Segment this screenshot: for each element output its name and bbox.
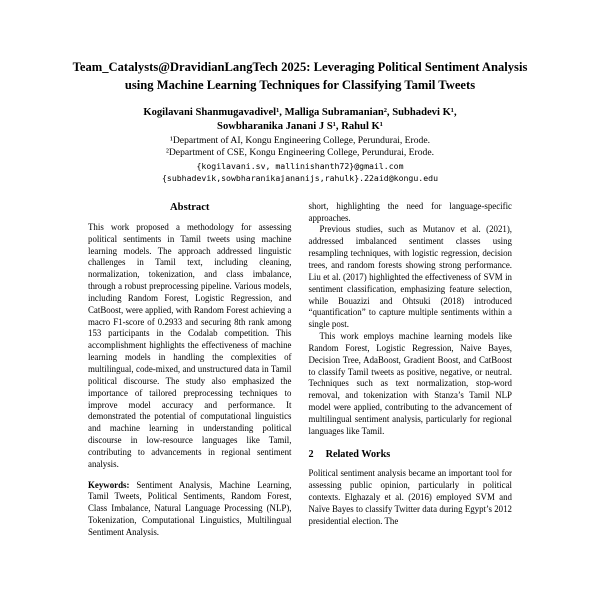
affiliation-2: ²Department of CSE, Kongu Engineering College, Perundurai, Erode. (166, 147, 434, 159)
two-column-body (0, 201, 600, 539)
abstract-heading: Abstract (170, 201, 210, 213)
right-column (309, 201, 513, 539)
paragraph-this-work: This work employs machine learning models like Random Forest, Logistic Regression, Naive Bayes, Decision Tree, AdaBoost, Gradient Boost, and CatBoost to classify Tamil tweets as positive, negative, or neutral. Techniques such as text normalization, stop-word removal, and tokenization with Stanza’s Tamil NLP model were applied, contributing to the advancement of multilingual sentiment analysis, particularly for regional languages like Tamil. (308, 331, 512, 436)
paragraph-related-works: Political sentiment analysis became an important tool for assessing public opinion, particularly in political contexts. Elghazaly et al. (2016) employed SVM and Naïve Bayes to classify Twitter data during Egypt’s 2012 presidential election. The (308, 468, 512, 526)
paragraph-continuation: short, highlighting the need for language-specific approaches. (308, 200, 512, 223)
section-heading-related-works (309, 448, 513, 462)
authors-block (0, 106, 600, 134)
section-number: 2 (308, 448, 314, 460)
abstract-text: This work proposed a methodology for assessing political sentiments in Tamil tweets using machine learning models. The approach addressed linguistic challenges in Tamil text, including cleaning, normalization, tokenization, and class imbalance, through a robust preprocessing pipeline. Various models, including Random Forest, Logistic Regression, and CatBoost, were applied, with Random Forest achieving a macro F1-score of 0.2933 and securing 8th rank among 153 participants in the Codalab competition. This accomplishment highlights the effectiveness of machine learning models in handling the complexities of multilingual, code-mixed, and unstructured data in Tamil political discourse. The study also emphasized the importance of tailored preprocessing techniques to improve model accuracy and performance. It demonstrated the potential of computational linguistics and machine learning in understanding political discourse in low-resource languages like Tamil, contributing to advancements in regional sentiment analysis. (88, 221, 292, 469)
affiliation-1: ¹Department of AI, Kongu Engineering College, Perundurai, Erode. (170, 134, 430, 146)
authors-line-2: Sowbharanika Janani J S¹, Rahul K¹ (217, 120, 383, 132)
authors-line-1: Kogilavani Shanmugavadivel¹, Malliga Subramanian², Subhadevi K¹, (143, 106, 457, 118)
keywords-text: Sentiment Analysis, Machine Learning, Tamil Tweets, Political Sentiments, Random Forest, Class Imbalance, Natural Language Processing (NLP), Tokenization, Computational Linguistics, Multilingual Sentiment Analysis. (88, 479, 292, 537)
keywords-paragraph (88, 480, 292, 539)
paper-title: Team_Catalysts@DravidianLangTech 2025: Leveraging Political Sentiment Analysis using Machine Learning Techniques for Classifying Tamil Tweets (72, 60, 528, 92)
paragraph-previous-studies: Previous studies, such as Mutanov et al. (2021), addressed imbalanced sentiment classes using resampling techniques, with logistic regression, decision trees, and random forests showing strong performance. Liu et al. (2017) highlighted the effectiveness of SVM in sentiment classification, emphasizing feature selection, while Bouazizi and Ohtsuki (2018) introduced “quantification” to capture multiple sentiments within a single post. (308, 224, 512, 330)
keywords-label: Keywords: (88, 479, 130, 490)
email-line-1: {kogilavani.sv, mallinishanth72}@gmail.com (196, 161, 404, 171)
left-column (88, 201, 292, 539)
section-title: Related Works (325, 448, 391, 460)
email-line-2: {subhadevik,sowbharanikajananijs,rahulk}.22aid@kongu.edu (161, 172, 439, 183)
emails-block (0, 161, 600, 185)
affiliations-block (0, 135, 600, 160)
paper-header (0, 0, 600, 185)
